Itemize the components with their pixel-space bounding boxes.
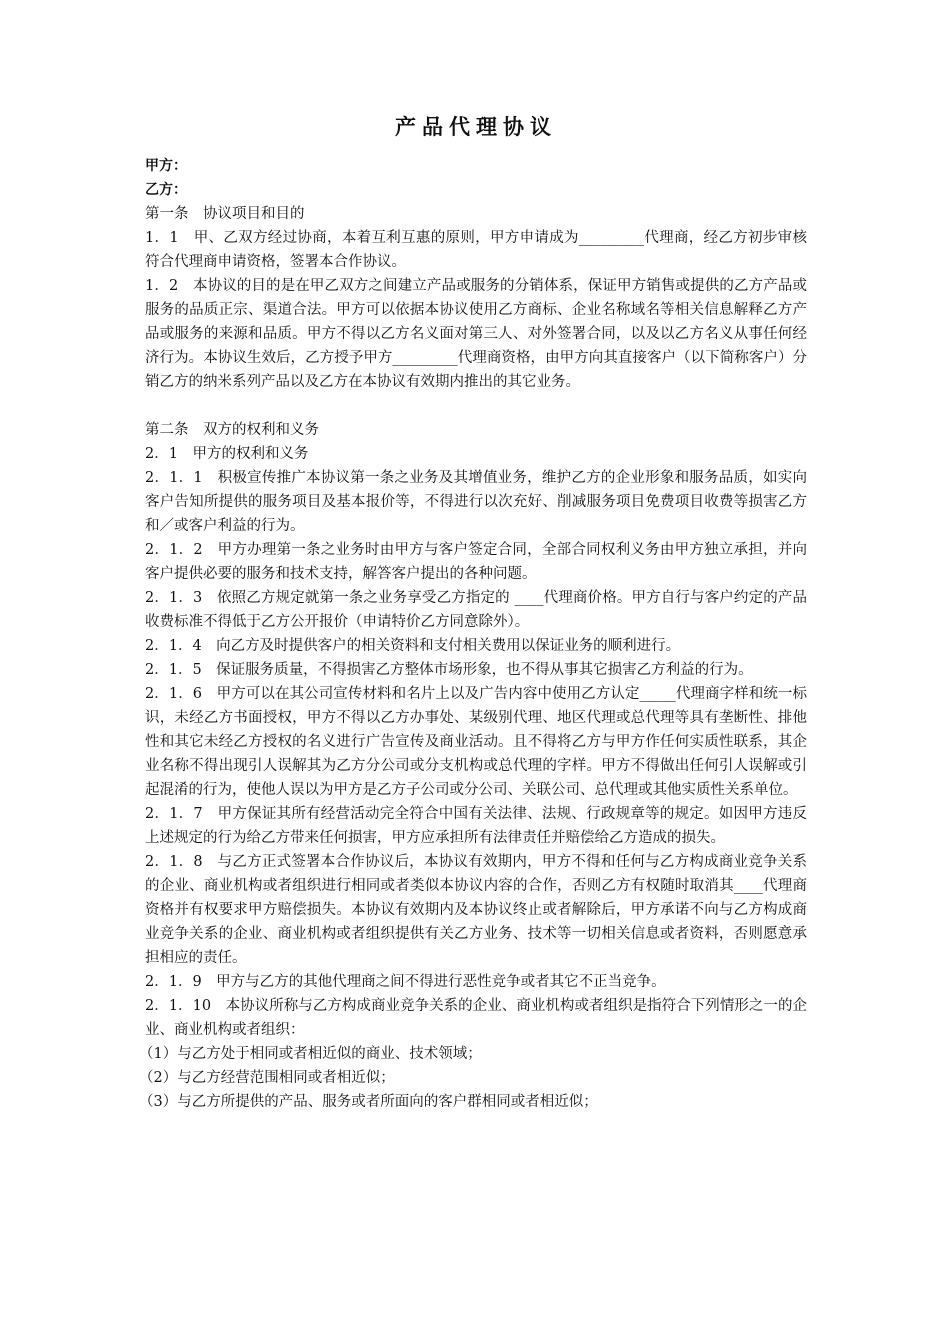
clause-2-1-1: 2．1．1 积极宣传推广本协议第一条之业务及其增值业务，维护乙方的企业形象和服务品质，如实向客户告知所提供的服务项目及基本报价等，不得进行以次充好、削减服务项目免费项目收费等损害乙方和／或客户利益的行为。	[145, 470, 807, 534]
clause-2-1-9: 2．1．9 甲方与乙方的其他代理商之间不得进行恶性竞争或者其它不正当竞争。	[145, 974, 666, 990]
clause-2-1-3: 2．1．3 依照乙方规定就第一条之业务享受乙方指定的 ____代理商价格。甲方自行与客户约定的产品收费标准不得低于乙方公开报价（申请特价乙方同意除外）。	[145, 590, 807, 630]
article-1-heading: 第一条 协议项目和目的	[145, 206, 305, 222]
clause-2-1-4: 2．1．4 向乙方及时提供客户的相关资料和支付相关费用以保证业务的顺利进行。	[145, 638, 681, 654]
clause-2-1-6: 2．1．6 甲方可以在其公司宣传材料和名片上以及广告内容中使用乙方认定_____代理商字样和统一标识，未经乙方书面授权，甲方不得以乙方办事处、某级别代理、地区代理或总代理等具有垄断性、排他性和其它未经乙方授权的名义进行广告宣传及商业活动。且不得将乙方与甲方作任何实质性联系，其企业名称不得出现引人误解其为乙方分公司或分支机构或总代理的字样。甲方不得做出任何引人误解或引起混淆的行为，使他人误以为甲方是乙方子公司或分公司、关联公司、总代理或其他实质性关系单位。	[145, 686, 807, 798]
list-item-2: （2）与乙方经营范围相同或者相近似；	[139, 1070, 395, 1086]
clause-2-1-7: 2．1．7 甲方保证其所有经营活动完全符合中国有关法律、法规、行政规章等的规定。如因甲方违反上述规定的行为给乙方带来任何损害，甲方应承担所有法律责任并赔偿给乙方造成的损失。	[145, 806, 807, 846]
clause-2-1-5: 2．1．5 保证服务质量，不得损害乙方整体市场形象，也不得从事其它损害乙方利益的行为。	[145, 662, 753, 678]
clause-2-1-8: 2．1．8 与乙方正式签署本合作协议后，本协议有效期内，甲方不得和任何与乙方构成商业竞争关系的企业、商业机构或者组织进行相同或者类似本协议内容的合作，否则乙方有权随时取消其____代理商资格并有权要求甲方赔偿损失。本协议有效期内及本协议终止或者解除后，甲方承诺不向与乙方构成商业竞争关系的企业、商业机构或者组织提供有关乙方业务、技术等一切相关信息或者资料，否则愿意承担相应的责任。	[145, 854, 807, 966]
blank-line	[145, 394, 807, 418]
clause-1-1: 1．1 甲、乙双方经过协商，本着互利互惠的原则，甲方申请成为_________代理商，经乙方初步审核符合代理商申请资格，签署本合作协议。	[145, 230, 807, 270]
party-a-label: 甲方：	[145, 158, 187, 174]
clause-2-1-10: 2．1．10 本协议所称与乙方构成商业竞争关系的企业、商业机构或者组织是指符合下列情形之一的企业、商业机构或者组织：	[145, 998, 807, 1038]
list-item-1: （1）与乙方处于相同或者相近似的商业、技术领域；	[139, 1046, 482, 1062]
party-b-label: 乙方：	[145, 182, 187, 198]
document-title: 产品代理协议	[395, 115, 557, 139]
clause-2-1: 2．1 甲方的权利和义务	[145, 446, 309, 462]
clause-1-2: 1．2 本协议的目的是在甲乙双方之间建立产品或服务的分销体系，保证甲方销售或提供的乙方产品或服务的品质正宗、渠道合法。甲方可以依据本协议使用乙方商标、企业名称域名等相关信息解释乙方产品或服务的来源和品质。甲方不得以乙方名义面对第三人、对外签署合同，以及以乙方名义从事任何经济行为。本协议生效后，乙方授予甲方_________代理商资格，由甲方向其直接客户（以下简称客户）分销乙方的纳米系列产品以及乙方在本协议有效期内推出的其它业务。	[145, 278, 807, 390]
list-item-3: （3）与乙方所提供的产品、服务或者所面向的客户群相同或者相近似；	[139, 1094, 598, 1110]
clause-2-1-2: 2．1．2 甲方办理第一条之业务时由甲方与客户签定合同，全部合同权利义务由甲方独立承担，并向客户提供必要的服务和技术支持，解答客户提出的各种问题。	[145, 542, 807, 582]
article-2-heading: 第二条 双方的权利和义务	[145, 422, 319, 438]
document-page	[139, 112, 807, 1114]
